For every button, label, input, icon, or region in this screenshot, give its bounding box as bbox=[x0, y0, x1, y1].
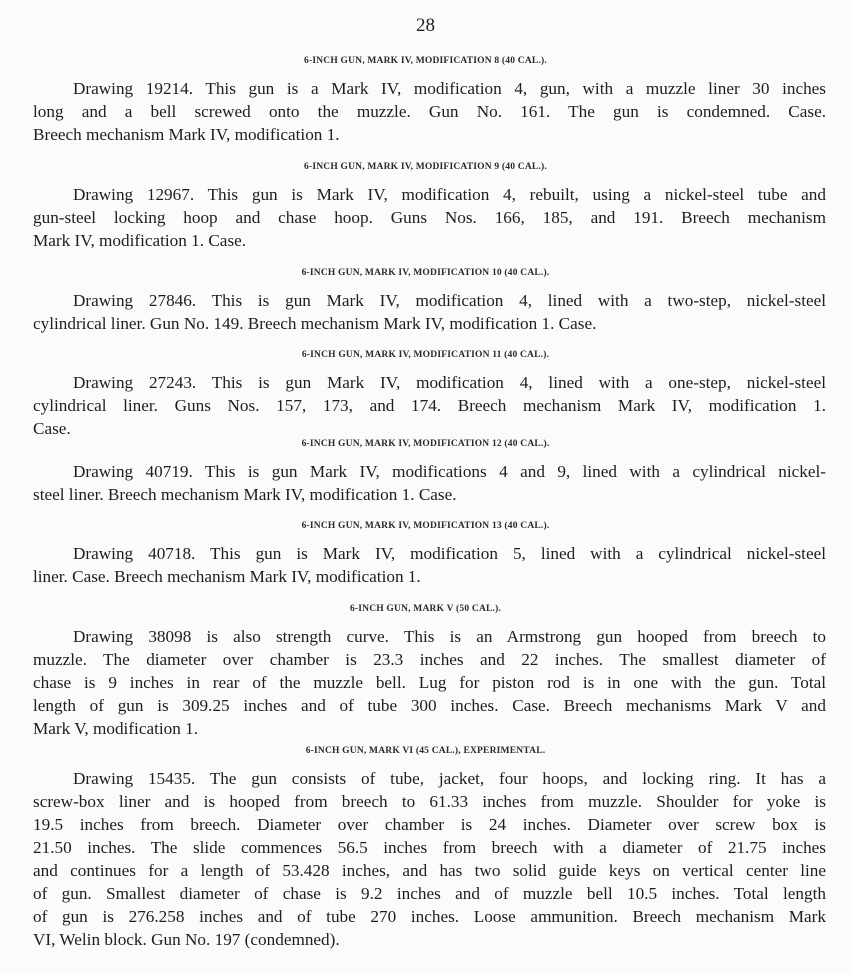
paragraph-line: gun-steel locking hoop and chase hoop. Guns Nos. 166, 185, and 191. Breech mechanism bbox=[33, 208, 826, 227]
section-heading: 6-INCH GUN, MARK IV, MODIFICATION 12 (40 CAL.). bbox=[301, 439, 550, 449]
section-heading: 6-INCH GUN, MARK IV, MODIFICATION 11 (40 CAL.). bbox=[301, 350, 550, 360]
paragraph-line: Drawing 12967. This gun is Mark IV, modification 4, rebuilt, using a nickel-steel tube and bbox=[73, 185, 826, 204]
paragraph-line: steel liner. Breech mechanism Mark IV, modification 1. Case. bbox=[33, 485, 457, 504]
section-heading: 6-INCH GUN, MARK IV, MODIFICATION 13 (40 CAL.). bbox=[301, 521, 550, 531]
paragraph-line: VI, Welin block. Gun No. 197 (condemned). bbox=[33, 930, 340, 949]
paragraph-line: Mark V, modification 1. bbox=[33, 719, 199, 738]
paragraph-line: Case. bbox=[33, 419, 71, 438]
section-heading: 6-INCH GUN, MARK IV, MODIFICATION 8 (40 CAL.). bbox=[304, 56, 547, 66]
paragraph-line: cylindrical liner. Gun No. 149. Breech mechanism Mark IV, modification 1. Case. bbox=[33, 314, 597, 333]
paragraph-line: length of gun is 309.25 inches and of tube 300 inches. Case. Breech mechanisms Mark V and bbox=[33, 696, 826, 715]
section-heading: 6-INCH GUN, MARK IV, MODIFICATION 10 (40 CAL.). bbox=[301, 268, 550, 278]
paragraph-line: chase is 9 inches in rear of the muzzle bell. Lug for piston rod is in one with the gun. Total bbox=[33, 673, 826, 692]
page-number: 28 bbox=[416, 15, 435, 36]
section-heading: 6-INCH GUN, MARK IV, MODIFICATION 9 (40 CAL.). bbox=[304, 162, 547, 172]
paragraph-line: of gun. Smallest diameter of chase is 9.2 inches and of muzzle bell 10.5 inches. Total length bbox=[33, 884, 826, 903]
section-heading: 6-INCH GUN, MARK VI (45 CAL.), EXPERIMENTAL. bbox=[305, 746, 546, 756]
paragraph-line: long and a bell screwed onto the muzzle. Gun No. 161. The gun is condemned. Case. bbox=[33, 102, 826, 121]
paragraph-line: liner. Case. Breech mechanism Mark IV, modification 1. bbox=[33, 567, 421, 586]
paragraph-line: Drawing 19214. This gun is a Mark IV, modification 4, gun, with a muzzle liner 30 inches bbox=[73, 79, 826, 98]
paragraph-line: screw-box liner and is hooped from breech to 61.33 inches from muzzle. Shoulder for yoke is bbox=[33, 792, 826, 811]
paragraph-line: Drawing 38098 is also strength curve. This is an Armstrong gun hooped from breech to bbox=[73, 627, 826, 646]
paragraph-line: Mark IV, modification 1. Case. bbox=[33, 231, 247, 250]
paragraph-line: and continues for a length of 53.428 inches, and has two solid guide keys on vertical center line bbox=[33, 861, 826, 880]
paragraph-line: muzzle. The diameter over chamber is 23.3 inches and 22 inches. The smallest diameter of bbox=[33, 650, 826, 669]
paragraph-line: Drawing 27243. This is gun Mark IV, modification 4, lined with a one-step, nickel-steel bbox=[73, 373, 826, 392]
paragraph-line: Drawing 27846. This is gun Mark IV, modification 4, lined with a two-step, nickel-steel bbox=[73, 291, 826, 310]
paragraph-line: of gun is 276.258 inches and of tube 270 inches. Loose ammunition. Breech mechanism Mark bbox=[33, 907, 826, 926]
paragraph-line: cylindrical liner. Guns Nos. 157, 173, and 174. Breech mechanism Mark IV, modification 1. bbox=[33, 396, 826, 415]
paragraph-line: Drawing 15435. The gun consists of tube, jacket, four hoops, and locking ring. It has a bbox=[73, 769, 826, 788]
paragraph-line: Drawing 40719. This is gun Mark IV, modifications 4 and 9, lined with a cylindrical nickel- bbox=[73, 462, 826, 481]
paragraph-line: 19.5 inches from breech. Diameter over chamber is 24 inches. Diameter over screw box is bbox=[33, 815, 826, 834]
paragraph-line: 21.50 inches. The slide commences 56.5 inches from breech with a diameter of 21.75 inches bbox=[33, 838, 826, 857]
paragraph-line: Drawing 40718. This gun is Mark IV, modification 5, lined with a cylindrical nickel-steel bbox=[73, 544, 826, 563]
paragraph-line: Breech mechanism Mark IV, modification 1. bbox=[33, 125, 340, 144]
section-heading: 6-INCH GUN, MARK V (50 CAL.). bbox=[349, 604, 502, 614]
